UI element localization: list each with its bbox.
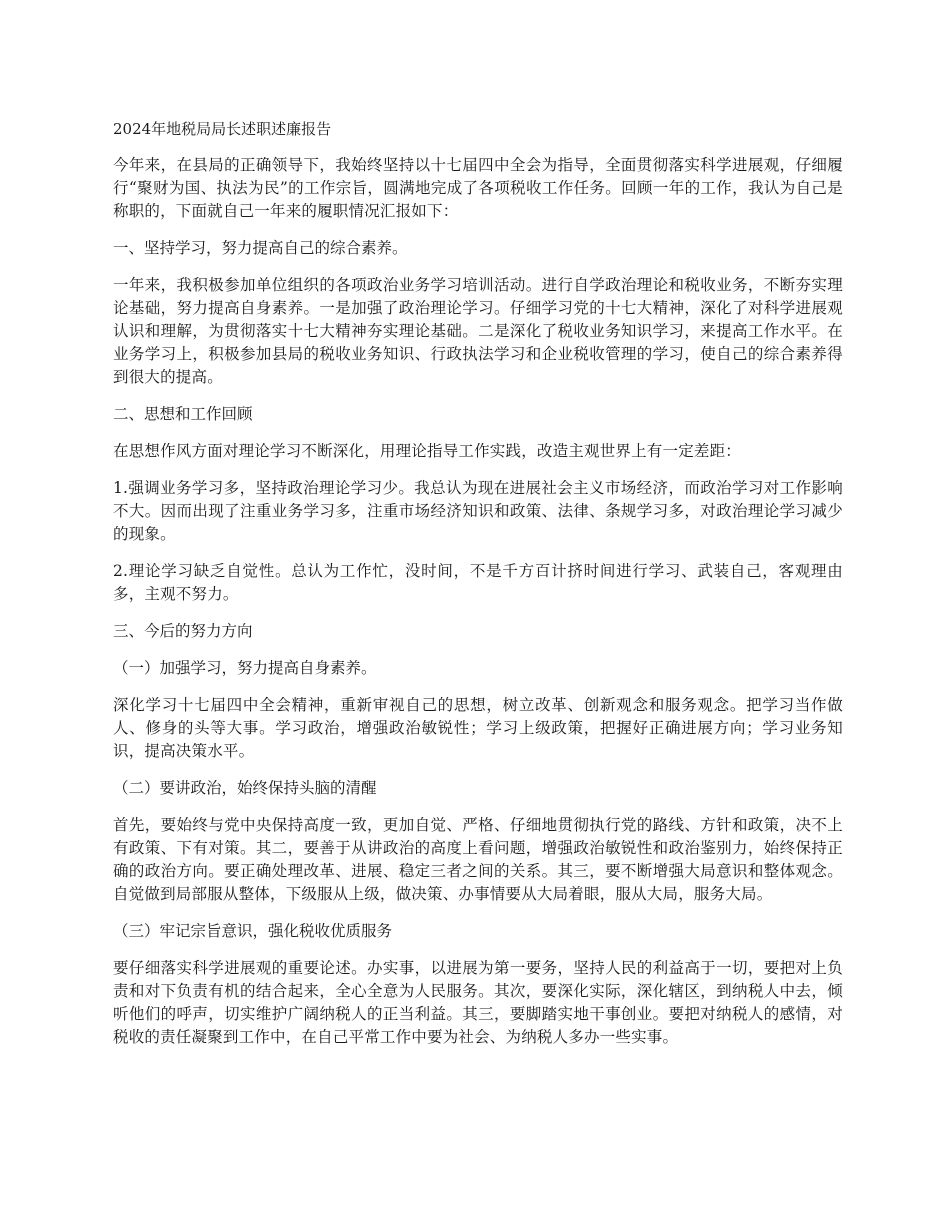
section-heading-3: 三、今后的努力方向 bbox=[113, 622, 253, 640]
section-2-item-2: 2.理论学习缺乏自觉性。总认为工作忙，没时间，不是千方百计挤时间进行学习、武装自己，客观理由多，主观不努力。 bbox=[113, 562, 843, 603]
subsection-heading-3: （三）牢记宗旨意识，强化税收优质服务 bbox=[113, 922, 393, 940]
section-heading-2: 二、思想和工作回顾 bbox=[113, 405, 253, 423]
document-title: 2024年地税局局长述职述廉报告 bbox=[113, 120, 332, 138]
document-page bbox=[113, 118, 843, 1063]
subsection-1-paragraph: 深化学习十七届四中全会精神，重新审视自己的思想，树立改革、创新观念和服务观念。把学习当作做人、修身的头等大事。学习政治，增强政治敏锐性；学习上级政策，把握好正确进展方向；学习业务知识，提高决策水平。 bbox=[113, 696, 843, 760]
section-heading-1: 一、坚持学习，努力提高自己的综合素养。 bbox=[113, 239, 408, 257]
subsection-3-paragraph: 要仔细落实科学进展观的重要论述。办实事，以进展为第一要务，坚持人民的利益高于一切，要把对上负责和对下负责有机的结合起来，全心全意为人民服务。其次，要深化实际，深化辖区，到纳税人中去，倾听他们的呼声，切实维护广阔纳税人的正当利益。其三，要脚踏实地干事创业。要把对纳税人的感情，对税收的责任凝聚到工作中，在自己平常工作中要为社会、为纳税人多办一些实事。 bbox=[113, 959, 843, 1046]
section-2-item-1: 1.强调业务学习多，坚持政治理论学习少。我总认为现在进展社会主义市场经济，而政治学习对工作影响不大。因而出现了注重业务学习多，注重市场经济知识和政策、法律、条规学习多，对政治理论学习减少的现象。 bbox=[113, 479, 843, 543]
section-2-paragraph: 在思想作风方面对理论学习不断深化，用理论指导工作实践，改造主观世界上有一定差距： bbox=[113, 442, 742, 460]
subsection-heading-1: （一）加强学习，努力提高自身素养。 bbox=[113, 659, 377, 677]
subsection-2-paragraph: 首先，要始终与党中央保持高度一致，更加自觉、严格、仔细地贯彻执行党的路线、方针和政策，决不上有政策、下有对策。其二，要善于从讲政治的高度上看问题，增强政治敏锐性和政治鉴别力，始终保持正确的政治方向。要正确处理改革、进展、稳定三者之间的关系。其三，要不断增强大局意识和整体观念。自觉做到局部服从整体，下级服从上级，做决策、办事情要从大局着眼，服从大局，服务大局。 bbox=[113, 816, 843, 903]
intro-paragraph: 今年来，在县局的正确领导下，我始终坚持以十七届四中全会为指导，全面贯彻落实科学进展观，仔细履行“聚财为国、执法为民”的工作宗旨，圆满地完成了各项税收工作任务。回顾一年的工作，我认为自己是称职的，下面就自己一年来的履职情况汇报如下： bbox=[113, 156, 843, 220]
section-1-paragraph: 一年来，我积极参加单位组织的各项政治业务学习培训活动。进行自学政治理论和税收业务，不断夯实理论基础，努力提高自身素养。一是加强了政治理论学习。仔细学习党的十七大精神，深化了对科学进展观认识和理解，为贯彻落实十七大精神夯实理论基础。二是深化了税收业务知识学习，来提高工作水平。在业务学习上，积极参加县局的税收业务知识、行政执法学习和企业税收管理的学习，使自己的综合素养得到很大的提高。 bbox=[113, 276, 843, 386]
subsection-heading-2: （二）要讲政治，始终保持头脑的清醒 bbox=[113, 779, 377, 797]
